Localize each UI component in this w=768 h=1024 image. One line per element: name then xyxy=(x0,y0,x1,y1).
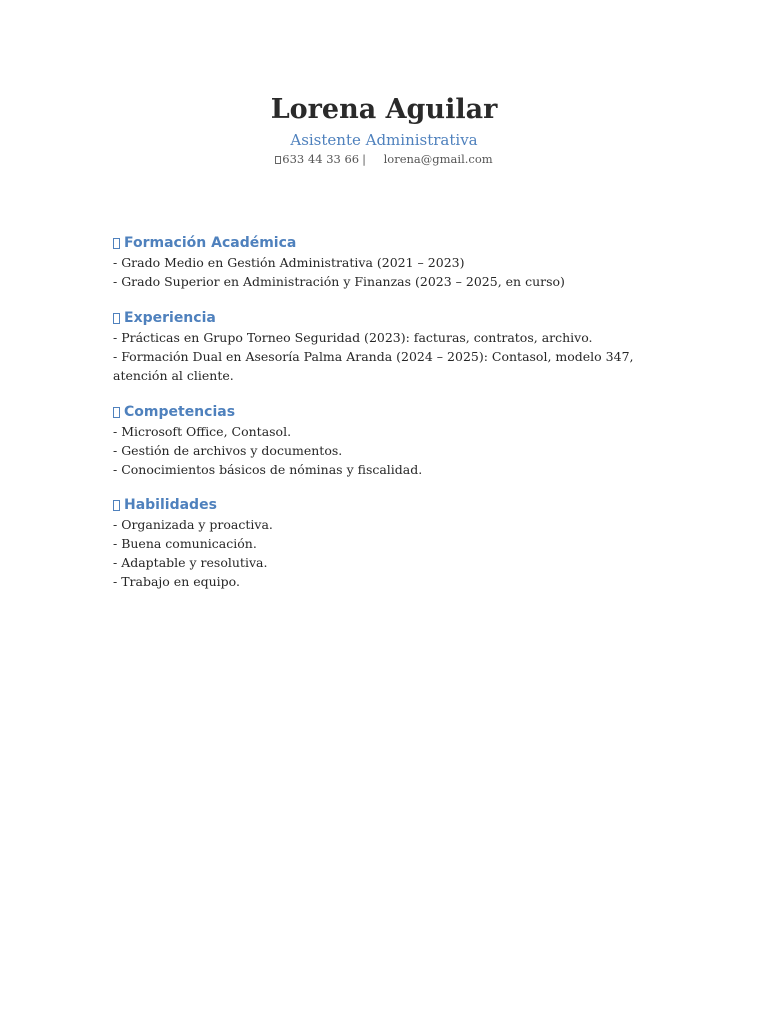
section-bullet-icon xyxy=(113,407,120,418)
list-item: - Grado Superior en Administración y Finanzas (2023 – 2025, en curso) xyxy=(113,274,565,289)
list-item: - Grado Medio en Gestión Administrativa (2021 – 2023) xyxy=(113,255,465,270)
resume-header xyxy=(0,92,768,168)
phone-number: 633 44 33 66 xyxy=(282,152,360,166)
list-item: - Trabajo en equipo. xyxy=(113,574,240,589)
list-item: - Gestión de archivos y documentos. xyxy=(113,443,343,458)
phone-icon xyxy=(275,156,281,164)
list-item: - Prácticas en Grupo Torneo Seguridad (2023): facturas, contratos, archivo. xyxy=(113,330,593,345)
section-competencies xyxy=(113,402,658,479)
section-bullet-icon xyxy=(113,500,120,511)
list-item: - Buena comunicación. xyxy=(113,536,257,551)
list-item: - Conocimientos básicos de nóminas y fiscalidad. xyxy=(113,462,423,477)
section-title-text: Formación Académica xyxy=(124,235,297,251)
candidate-name: Lorena Aguilar xyxy=(270,94,498,125)
section-bullet-icon xyxy=(113,238,120,249)
list-item: - Formación Dual en Asesoría Palma Aranda (2024 – 2025): Contasol, modelo 347, atención al cliente. xyxy=(113,349,634,383)
section-title-text: Competencias xyxy=(124,404,236,420)
list-item: - Microsoft Office, Contasol. xyxy=(113,424,292,439)
section-title-skills xyxy=(113,495,658,515)
list-item: - Organizada y proactiva. xyxy=(113,517,273,532)
contact-separator: | xyxy=(362,152,366,166)
section-title-competencies xyxy=(113,402,658,422)
email-address[interactable]: lorena@gmail.com xyxy=(383,152,493,166)
contact-line xyxy=(0,150,768,168)
section-experience xyxy=(113,308,658,385)
section-skills xyxy=(113,495,658,591)
section-title-text: Habilidades xyxy=(124,497,217,513)
section-title-text: Experiencia xyxy=(124,310,216,326)
section-education xyxy=(113,233,658,291)
section-title-education xyxy=(113,233,658,253)
section-bullet-icon xyxy=(113,313,120,324)
candidate-role: Asistente Administrativa xyxy=(290,131,478,149)
list-item: - Adaptable y resolutiva. xyxy=(113,555,268,570)
section-title-experience xyxy=(113,308,658,328)
